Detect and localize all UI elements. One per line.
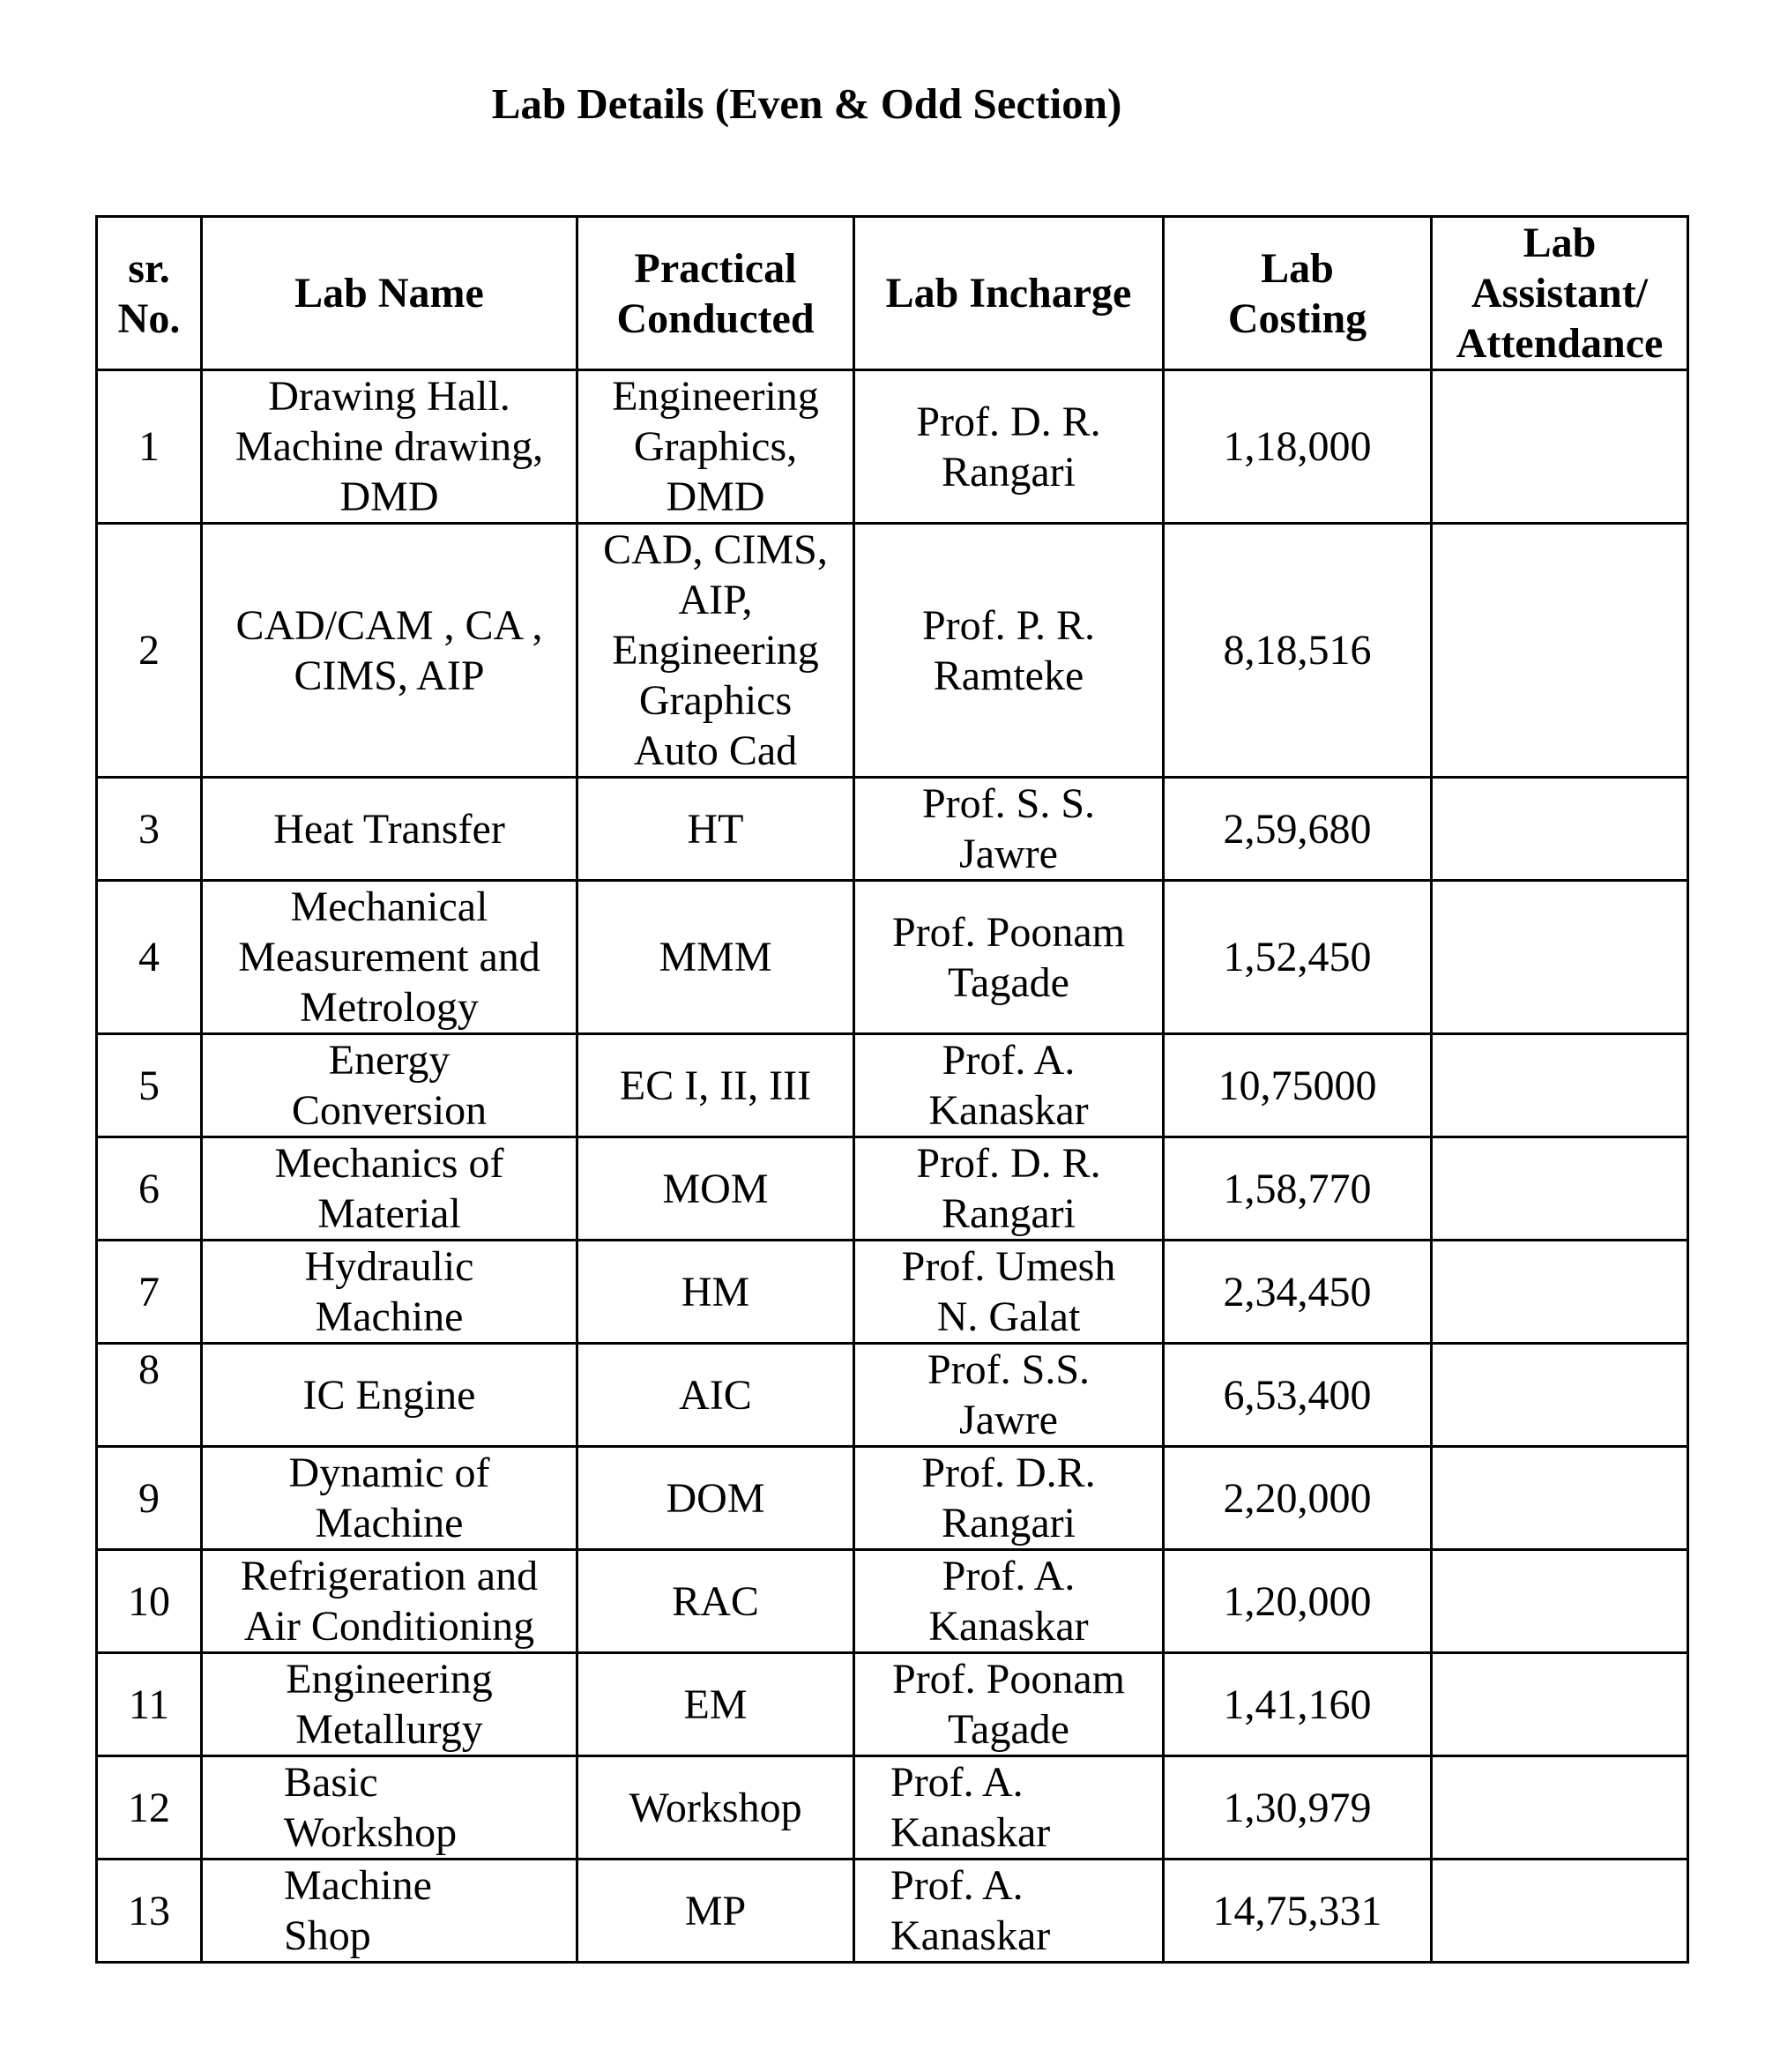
lab-name-cell: Machine Shop — [202, 1860, 577, 1963]
sr-no-cell: 12 — [97, 1756, 202, 1860]
incharge-cell: Prof. Poonam Tagade — [854, 881, 1164, 1034]
costing-cell: 14,75,331 — [1164, 1860, 1432, 1963]
assistant-cell — [1432, 370, 1688, 524]
table-row — [97, 1756, 1688, 1860]
costing-cell: 1,20,000 — [1164, 1550, 1432, 1653]
table-row — [97, 1241, 1688, 1344]
incharge-cell: Prof. A. Kanaskar — [854, 1756, 1164, 1860]
assistant-cell — [1432, 1344, 1688, 1447]
lab-name-cell: Dynamic of Machine — [202, 1447, 577, 1550]
lab-name-cell: Hydraulic Machine — [202, 1241, 577, 1344]
costing-cell: 1,18,000 — [1164, 370, 1432, 524]
incharge-cell: Prof. Umesh N. Galat — [854, 1241, 1164, 1344]
lab-name-cell: Refrigeration and Air Conditioning — [202, 1550, 577, 1653]
incharge-cell: Prof. A. Kanaskar — [854, 1550, 1164, 1653]
assistant-cell — [1432, 1241, 1688, 1344]
assistant-cell — [1432, 1447, 1688, 1550]
practical-cell: MMM — [577, 881, 854, 1034]
assistant-cell — [1432, 1550, 1688, 1653]
incharge-cell: Prof. S.S. Jawre — [854, 1344, 1164, 1447]
costing-cell: 2,34,450 — [1164, 1241, 1432, 1344]
table-row — [97, 1034, 1688, 1137]
incharge-cell: Prof. D. R. Rangari — [854, 1137, 1164, 1241]
table-row — [97, 881, 1688, 1034]
practical-cell: AIC — [577, 1344, 854, 1447]
table-row — [97, 1550, 1688, 1653]
incharge-cell: Prof. A. Kanaskar — [854, 1034, 1164, 1137]
assistant-cell — [1432, 524, 1688, 778]
lab-name-cell: Engineering Metallurgy — [202, 1653, 577, 1756]
table-row — [97, 524, 1688, 778]
incharge-cell: Prof. S. S. Jawre — [854, 778, 1164, 881]
assistant-cell — [1432, 1860, 1688, 1963]
incharge-cell: Prof. D.R. Rangari — [854, 1447, 1164, 1550]
assistant-cell — [1432, 1137, 1688, 1241]
practical-cell: HM — [577, 1241, 854, 1344]
lab-name-cell: Energy Conversion — [202, 1034, 577, 1137]
sr-no-cell: 8 — [97, 1344, 202, 1447]
practical-cell: HT — [577, 778, 854, 881]
practical-cell: MP — [577, 1860, 854, 1963]
lab-name-cell: Drawing Hall. Machine drawing, DMD — [202, 370, 577, 524]
sr-no-cell: 13 — [97, 1860, 202, 1963]
header-sr-no: sr. No. — [97, 217, 202, 370]
lab-name-cell: IC Engine — [202, 1344, 577, 1447]
costing-cell: 1,30,979 — [1164, 1756, 1432, 1860]
costing-cell: 6,53,400 — [1164, 1344, 1432, 1447]
table-row — [97, 1653, 1688, 1756]
sr-no-cell: 3 — [97, 778, 202, 881]
sr-no-cell: 4 — [97, 881, 202, 1034]
table-row — [97, 370, 1688, 524]
lab-name-cell: Mechanical Measurement and Metrology — [202, 881, 577, 1034]
assistant-cell — [1432, 1756, 1688, 1860]
assistant-cell — [1432, 778, 1688, 881]
practical-cell: Engineering Graphics, DMD — [577, 370, 854, 524]
incharge-cell: Prof. P. R. Ramteke — [854, 524, 1164, 778]
header-lab-assistant: Lab Assistant/ Attendance — [1432, 217, 1688, 370]
lab-name-cell: Basic Workshop — [202, 1756, 577, 1860]
assistant-cell — [1432, 881, 1688, 1034]
assistant-cell — [1432, 1653, 1688, 1756]
table-row — [97, 1860, 1688, 1963]
sr-no-cell: 5 — [97, 1034, 202, 1137]
sr-no-cell: 9 — [97, 1447, 202, 1550]
sr-no-cell: 6 — [97, 1137, 202, 1241]
incharge-cell: Prof. A. Kanaskar — [854, 1860, 1164, 1963]
table-row — [97, 1447, 1688, 1550]
page-title: Lab Details (Even & Odd Section) — [491, 79, 1122, 128]
sr-no-cell: 1 — [97, 370, 202, 524]
costing-cell: 1,41,160 — [1164, 1653, 1432, 1756]
sr-no-cell: 10 — [97, 1550, 202, 1653]
header-lab-costing: Lab Costing — [1164, 217, 1432, 370]
sr-no-cell: 7 — [97, 1241, 202, 1344]
lab-name-cell: Mechanics of Material — [202, 1137, 577, 1241]
header-practical-conducted: Practical Conducted — [577, 217, 854, 370]
table-row — [97, 1137, 1688, 1241]
incharge-cell: Prof. D. R. Rangari — [854, 370, 1164, 524]
lab-details-table — [95, 215, 1689, 1964]
costing-cell: 10,75000 — [1164, 1034, 1432, 1137]
table-row — [97, 1344, 1688, 1447]
practical-cell: EC I, II, III — [577, 1034, 854, 1137]
costing-cell: 1,58,770 — [1164, 1137, 1432, 1241]
header-lab-incharge: Lab Incharge — [854, 217, 1164, 370]
sr-no-cell: 2 — [97, 524, 202, 778]
assistant-cell — [1432, 1034, 1688, 1137]
lab-name-cell: Heat Transfer — [202, 778, 577, 881]
sr-no-cell: 11 — [97, 1653, 202, 1756]
incharge-cell: Prof. Poonam Tagade — [854, 1653, 1164, 1756]
costing-cell: 1,52,450 — [1164, 881, 1432, 1034]
practical-cell: DOM — [577, 1447, 854, 1550]
costing-cell: 8,18,516 — [1164, 524, 1432, 778]
table-row — [97, 778, 1688, 881]
practical-cell: Workshop — [577, 1756, 854, 1860]
header-row — [97, 217, 1688, 370]
practical-cell: EM — [577, 1653, 854, 1756]
lab-name-cell: CAD/CAM , CA , CIMS, AIP — [202, 524, 577, 778]
practical-cell: RAC — [577, 1550, 854, 1653]
costing-cell: 2,59,680 — [1164, 778, 1432, 881]
practical-cell: CAD, CIMS, AIP, Engineering Graphics Auto Cad — [577, 524, 854, 778]
practical-cell: MOM — [577, 1137, 854, 1241]
costing-cell: 2,20,000 — [1164, 1447, 1432, 1550]
header-lab-name: Lab Name — [202, 217, 577, 370]
